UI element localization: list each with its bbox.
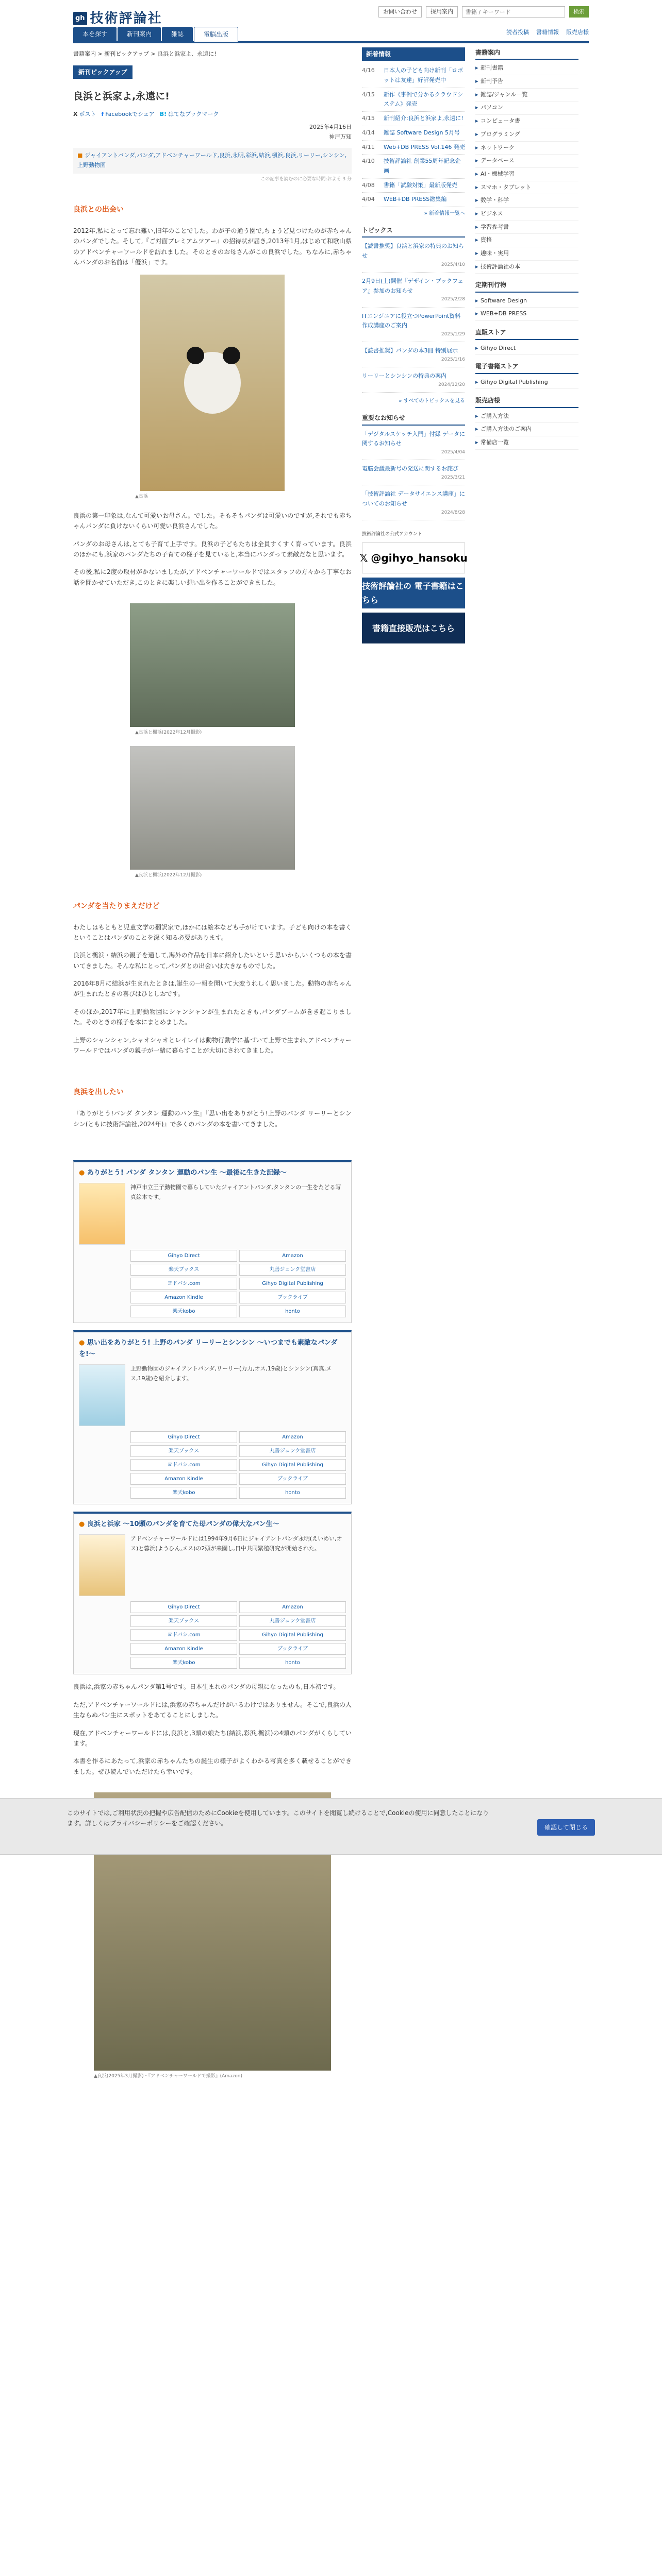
paragraph: 2016年8月に結浜が生まれたときは,誕生の一報を聞いて大変うれしく思いました。動物の赤ちゃんが生まれたときの喜びはひとしおです。 [73, 980, 352, 998]
buy-button[interactable]: Gihyo Digital Publishing [239, 1629, 346, 1641]
buy-button[interactable]: 丸善ジュンク堂書店 [239, 1615, 346, 1627]
buy-button[interactable]: honto [239, 1487, 346, 1499]
rail-link[interactable]: ▸ データベース [475, 155, 578, 168]
photo-caption: ▲良浜 [135, 494, 148, 500]
buy-button[interactable]: honto [239, 1306, 346, 1317]
rail-link[interactable]: ▸ 新刊書籍 [475, 62, 578, 75]
topic-item[interactable]: リーリーとシンシンの特典の案内 2024/12/20 [362, 371, 465, 393]
buy-button[interactable]: 楽天ブックス [130, 1445, 237, 1457]
buy-button[interactable]: 楽天kobo [130, 1657, 237, 1669]
news-item[interactable]: 4/10 技術評論社 創業55周年記念企画 [362, 155, 465, 178]
rail-link[interactable]: ▸ ビジネス [475, 208, 578, 221]
buy-button[interactable]: Amazon Kindle [130, 1292, 237, 1303]
recruit-link[interactable]: 採用案内 [426, 6, 458, 18]
photo-caption: ▲良浜(2025年3月撮影)・『アドベンチャーワールドで撮影』(Amazon) [94, 2074, 243, 2079]
logo-mark: gh [73, 12, 87, 25]
buy-button[interactable]: ブックライブ [239, 1292, 346, 1303]
book-desc: 上野動物園のジャイアントパンダ,リーリー(力力,オス,19歳)とシンシン(真真,メス,19歳)を紹介します。 [130, 1365, 332, 1382]
buy-button[interactable]: ヨドバシ.com [130, 1459, 237, 1471]
paragraph: ただ,アドベンチャーワールドには,浜家の赤ちゃんだけがいるわけではありません。そこで,良浜の人生ならぬパン生にスポットをあてることにしました。 [73, 1701, 352, 1719]
paragraph: 現在,アドベンチャーワールドには,良浜と,3頭の娘たち(結浜,彩浜,楓浜)の4頭のパンダがくらしています。 [73, 1729, 352, 1747]
book-title[interactable]: ● 思い出をありがとう! 上野のパンダ リーリーとシンシン 〜いつまでも素敵なパンダを!〜 [79, 1337, 346, 1360]
category-rail [475, 47, 578, 2090]
page-title: 良浜と浜家よ,永遠に! [73, 91, 170, 103]
rail-link[interactable]: ▸ 数学・科学 [475, 194, 578, 208]
section-heading: 良浜を出したい [73, 1088, 124, 1097]
rail-link[interactable]: ▸ 技術評論社の本 [475, 261, 578, 274]
important-item[interactable]: 「技術評論社 データサイエンス講座」についてのお知らせ 2024/8/28 [362, 489, 465, 520]
rail-link[interactable]: ▸ ご購入方法 [475, 410, 578, 423]
paragraph: パンダのお母さんは,とても子育て上手です。良浜の子どもたちは全員すくすく育っています。良浜のほかにも,浜家のパンダたちの子育ての様子を見ていると,本当にパンダって素敵だなと思います。 [73, 540, 352, 558]
reading-time: この記事を読むのに必要な時間:およそ 3 分 [260, 176, 352, 182]
search-button[interactable]: 検索 [569, 6, 589, 18]
cookie-banner [0, 1798, 662, 1855]
buy-buttons [79, 1601, 346, 1669]
news-item[interactable]: 4/15 新刊紹介:良浜と浜家よ,永遠に! [362, 112, 465, 126]
news-column [359, 47, 468, 2090]
share-x[interactable]: X ポスト [73, 111, 96, 118]
book-cover[interactable] [79, 1534, 125, 1596]
news-item[interactable]: 4/11 Web+DB PRESS Vol.146 発売 [362, 141, 465, 155]
rail-heading: 定期刊行物 [475, 280, 578, 292]
subnav-reader[interactable]: 読者投稿 [506, 29, 529, 36]
news-item[interactable]: 4/08 書籍「試験対策」最新版発売 [362, 179, 465, 193]
important-item[interactable]: 電脳会議最新号の発送に関するお詫び 2025/3/21 [362, 464, 465, 485]
rail-link[interactable]: ▸ 雑誌/ジャンル一覧 [475, 89, 578, 102]
buy-button[interactable]: ブックライブ [239, 1643, 346, 1655]
paragraph: 良浜と楓浜・結浜の親子を通して,海外の作品を日本に紹介したいという思いから,いくつもの本を書いてきました。そんな私にとって,パンダとの出会いは大きなものでした。 [73, 952, 352, 970]
news-more-link[interactable]: » 新着情報一覧へ [424, 210, 465, 216]
topic-item[interactable]: 2月9日(土)開催『デザイン・ブックフェア』参加のお知らせ 2025/2/28 [362, 277, 465, 308]
panda-photo [130, 603, 295, 727]
photo-caption: ▲良浜と楓浜(2022年12月撮影) [135, 873, 202, 878]
subnav-books[interactable]: 書籍情報 [536, 29, 559, 36]
buy-button[interactable]: 楽天ブックス [130, 1264, 237, 1276]
book-cover[interactable] [79, 1183, 125, 1245]
x-logo-icon: 𝕏 [359, 552, 368, 565]
rail-link[interactable]: ▸ AI・機械学習 [475, 168, 578, 181]
section-heading: パンダを当たりまえだけど [73, 902, 160, 910]
rail-link[interactable]: ▸ スマホ・タブレット [475, 181, 578, 195]
section-heading: 良浜との出会い [73, 206, 124, 214]
rail-link[interactable]: ▸ ご購入方法のご案内 [475, 423, 578, 436]
share-bar [73, 110, 352, 120]
topic-item[interactable]: ITエンジニアに役立つPowerPoint資料作成講座のご案内 2025/1/29 [362, 312, 465, 343]
paragraph: 『ありがとう!パンダ タンタン 運動のパン生』『思い出をありがとう!上野のパンダ リーリーとシンシン(ともに技術評論社,2024年)』で多くのパンダの本を書いてきました。 [73, 1110, 352, 1128]
ebook-banner[interactable]: 技術評論社の 電子書籍はこちら [362, 578, 465, 608]
article [73, 47, 352, 2090]
rail-link[interactable]: ▸ Gihyo Direct [475, 342, 578, 355]
buy-button[interactable]: Amazon [239, 1250, 346, 1262]
share-hatena[interactable]: B! はてなブックマーク [159, 111, 219, 118]
category-list: ■ ジャイアントパンダ,パンダ,アドベンチャーワールド,良浜,永明,彩浜,結浜,楓浜,良浜,リーリー,シンシン,上野動物園 [73, 148, 352, 173]
buy-button[interactable]: 楽天ブックス [130, 1615, 237, 1627]
buy-button[interactable]: honto [239, 1657, 346, 1669]
topics-heading: トピックス [362, 225, 465, 238]
rail-heading: 販売店様 [475, 395, 578, 408]
book-card [73, 1330, 352, 1504]
panda-photo [140, 275, 285, 491]
paragraph: 2012年,私にとって忘れ難い,旧年のことでした。わが子の通う園で,ちょうど見つけたのが赤ちゃんのパンダでした。そして,『ご対面プレミアムツアー』の招待状が届き,2013年1月,はじめて和歌山県のアドベンチャーワールドを訪れました。そのときのお母さんがこの良浜でした。ちなみに,赤ちゃんパンダのお名前は「優浜」です。 [73, 227, 352, 266]
buy-button[interactable]: Amazon Kindle [130, 1473, 237, 1485]
rail-link[interactable]: ▸ Software Design [475, 295, 578, 308]
book-title[interactable]: ● 良浜と浜家 〜10頭のパンダを育てた母パンダの偉大なパン生〜 [79, 1519, 346, 1530]
search-input[interactable] [462, 6, 565, 18]
rail-link[interactable]: ▸ 学習参考書 [475, 221, 578, 234]
topics-more-link[interactable]: » すべてのトピックスを見る [399, 398, 465, 404]
book-card [73, 1512, 352, 1674]
rail-link[interactable]: ▸ コンピュータ書 [475, 115, 578, 128]
x-caption: 技術評論社の公式アカウント [362, 532, 422, 537]
paragraph: その後,私に2度の取材がかないましたが,アドベンチャーワールドではスタッフの方々から丁寧なお話を聞かせていただき,このときに楽しい想い出を作ることができました。 [73, 568, 352, 586]
buy-button[interactable]: ブックライブ [239, 1473, 346, 1485]
rail-heading: 直販ストア [475, 327, 578, 340]
paragraph: 上野のシャンシャン,シャオシャオとレイレイは動物行動学に基づいて上野で生まれ,アドベンチャーワールドではパンダの親子が一緒に暮らすことが大切にされてきました。 [73, 1036, 352, 1055]
logo-name: 技術評論社 [90, 11, 162, 26]
paragraph: 本書を作るにあたって,浜家の赤ちゃんたちの誕生の様子がよくわかる写真を多く載せることができました。ぜひ読んでいただけたら幸いです。 [73, 1757, 352, 1775]
buy-button[interactable]: 丸善ジュンク堂書店 [239, 1264, 346, 1276]
photo-caption: ▲良浜と楓浜(2022年12月撮影) [135, 730, 202, 736]
subnav-store[interactable]: 販売店様 [566, 29, 589, 36]
author[interactable]: 神戸万知 [329, 133, 352, 140]
rail-link[interactable]: ▸ 趣味・実用 [475, 247, 578, 261]
buy-button[interactable]: 丸善ジュンク堂書店 [239, 1445, 346, 1457]
rail-heading: 書籍案内 [475, 47, 578, 60]
buy-button[interactable]: Amazon [239, 1431, 346, 1443]
buy-button[interactable]: ヨドバシ.com [130, 1629, 237, 1641]
buy-button[interactable]: Gihyo Direct [130, 1250, 237, 1262]
important-item[interactable]: 「デジタルスケッチ入門」付録 データに関するお知らせ 2025/4/04 [362, 430, 465, 461]
buy-button[interactable]: Gihyo Direct [130, 1431, 237, 1443]
tab-magazine[interactable]: 雑誌 [162, 27, 193, 42]
topic-item[interactable]: 【読書推奨】パンダの本3冊 特別展示 2025/1/16 [362, 346, 465, 367]
section-tag: 新刊ピックアップ [73, 65, 133, 79]
rail-link[interactable]: ▸ パソコン [475, 101, 578, 115]
tag-icon: ■ [77, 152, 85, 159]
rail-link[interactable]: ▸ 常備店一覧 [475, 436, 578, 450]
contact-link[interactable]: お問い合わせ [378, 6, 422, 18]
book-cover[interactable] [79, 1364, 125, 1426]
paragraph: そのほか,2017年に上野動物園にシャンシャンが生まれたときも,パンダブームが巻き起こりました。そのときの様子を本にまとめました。 [73, 1008, 352, 1026]
important-heading: 重要なお知らせ [362, 413, 465, 425]
news-item[interactable]: 4/14 雑誌 Software Design 5月号 [362, 126, 465, 141]
tab-new[interactable]: 新刊案内 [118, 27, 161, 42]
x-account-banner[interactable]: 𝕏 @gihyo_hansoku [362, 543, 465, 573]
rail-link[interactable]: ▸ 新刊予告 [475, 75, 578, 89]
tab-books[interactable]: 本を探す [73, 27, 117, 42]
share-facebook[interactable]: f Facebookでシェア [101, 111, 155, 118]
book-title[interactable]: ● ありがとう! パンダ タンタン 運動のパン生 〜最後に生きた記録〜 [79, 1167, 346, 1179]
rail-link[interactable]: ▸ ネットワーク [475, 142, 578, 155]
buy-button[interactable]: 楽天kobo [130, 1487, 237, 1499]
news-item[interactable]: 4/15 新作《事例で分かるクラウドシステム》発売 [362, 88, 465, 112]
topic-item[interactable]: 【読書推奨】良浜と浜家の特典のお知らせ 2025/4/10 [362, 242, 465, 273]
book-card [73, 1160, 352, 1323]
buy-button[interactable]: 楽天kobo [130, 1306, 237, 1317]
buy-buttons [79, 1431, 346, 1499]
rail-link[interactable]: ▸ 資格 [475, 234, 578, 247]
news-item[interactable]: 4/04 WEB+DB PRESS総集編 [362, 193, 465, 207]
rail-link[interactable]: ▸ Gihyo Digital Publishing [475, 376, 578, 389]
breadcrumb[interactable]: 書籍案内 > 新刊ピックアップ > 良浜と浜家よ、永遠に! [73, 50, 217, 57]
paragraph: 良浜の第一印象は,なんて可愛いお母さん。でした。そもそもパンダは可愛いのですが,それでも赤ちゃんパンダに負けないくらい可愛い良浜さんでした。 [73, 512, 352, 530]
direct-sales-banner[interactable]: 書籍直接販売はこちら [362, 613, 465, 643]
buy-button[interactable]: Gihyo Direct [130, 1601, 237, 1613]
book-desc: アドベンチャーワールドには1994年9月6日にジャイアントパンダ永明(えいめい,オス)と蓉浜(ようひん,メス)の2頭が来園し,日中共同繁殖研究が開始された。 [130, 1535, 342, 1552]
publish-date: 2025年4月16日 [309, 124, 352, 131]
buy-button[interactable]: Gihyo Digital Publishing [239, 1278, 346, 1290]
buy-button[interactable]: ヨドバシ.com [130, 1278, 237, 1290]
paragraph: わたしはもともと児童文学の翻訳家で,ほかには絵本なども手がけています。子ども向けの本を書くということはパンダのことを深く知る必要があります。 [73, 923, 352, 941]
news-item[interactable]: 4/16 日本人の子ども向け新刊「ロボットは友達」好評発売中 [362, 64, 465, 88]
rail-link[interactable]: ▸ WEB+DB PRESS [475, 308, 578, 321]
book-desc: 神戸市立王子動物園で暮らしていたジャイアントパンダ,タンタンの一生をたどる写真絵本です。 [130, 1184, 341, 1200]
buy-button[interactable]: Amazon Kindle [130, 1643, 237, 1655]
buy-button[interactable]: Gihyo Digital Publishing [239, 1459, 346, 1471]
rail-heading: 電子書籍ストア [475, 361, 578, 374]
buy-buttons [79, 1250, 346, 1317]
panda-photo [130, 746, 295, 870]
cookie-text: このサイトでは,ご利用状況の把握や広告配信のためにCookieを使用しています。このサイトを閲覧し続けることで,Cookieの使用に同意したことになります。詳しくはプライバシーポリシーをご確認ください。 [67, 1809, 489, 1827]
buy-button[interactable]: Amazon [239, 1601, 346, 1613]
tab-digital[interactable]: 電脳出版 [194, 27, 238, 42]
paragraph: 良浜は,浜家の赤ちゃんパンダ第1号です。日本生まれのパンダの母親になったのも,日本初です。 [73, 1683, 340, 1691]
cookie-accept-button[interactable]: 確認して閉じる [537, 1819, 595, 1836]
news-heading: 新着情報 [362, 47, 465, 61]
rail-link[interactable]: ▸ プログラミング [475, 128, 578, 142]
